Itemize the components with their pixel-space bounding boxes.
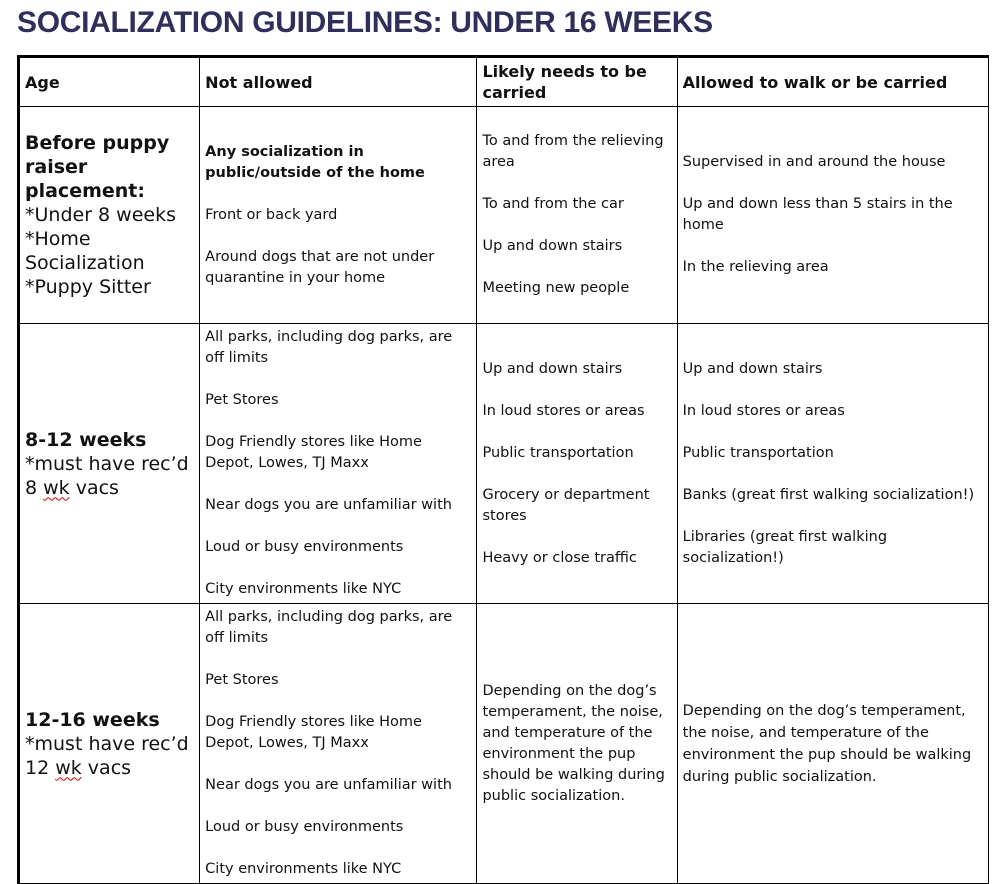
age-note	[25, 452, 194, 500]
page-title: SOCIALIZATION GUIDELINES: UNDER 16 WEEKS	[17, 6, 713, 39]
list-item: In the relieving area	[682, 259, 829, 275]
age-note-abbrev: wk	[43, 476, 70, 499]
list-item: To and from the car	[482, 196, 624, 212]
list-item: Pet Stores	[205, 392, 279, 408]
table-row	[19, 604, 989, 884]
list-item: Near dogs you are unfamiliar with	[205, 497, 452, 513]
age-note	[25, 732, 194, 780]
age-note: *Under 8 weeks	[25, 204, 176, 226]
age-note-text: *must have rec’d 8	[25, 452, 189, 499]
header-carried: Likely needs to be carried	[477, 57, 677, 107]
list-item: Any socialization in public/outside of the home	[205, 143, 425, 181]
list-item: Heavy or close traffic	[482, 549, 637, 566]
carried-cell	[477, 324, 677, 604]
list-item: Loud or busy environments	[205, 819, 404, 835]
age-note-text: vacs	[81, 756, 132, 779]
age-cell	[19, 324, 200, 604]
list-item: Up and down less than 5 stairs in the home	[682, 196, 953, 233]
list-item: Up and down stairs	[482, 360, 623, 377]
list-item: City environments like NYC	[205, 581, 402, 597]
header-age: Age	[19, 57, 200, 107]
age-heading: Before puppy raiser placement:	[25, 132, 170, 202]
list-item: Dog Friendly stores like Home Depot, Lowes, TJ Maxx	[205, 434, 422, 471]
list-item: Libraries (great first walking socialization!)	[682, 528, 888, 566]
list-item: Loud or busy environments	[205, 539, 404, 555]
list-item: Pet Stores	[205, 672, 279, 688]
list-item: To and from the relieving area	[482, 133, 664, 170]
list-item: Near dogs you are unfamiliar with	[205, 777, 452, 793]
table-row	[19, 324, 989, 604]
list-item: Front or back yard	[205, 206, 338, 223]
carried-cell	[477, 107, 677, 324]
list-item: Grocery or department stores	[482, 486, 650, 524]
list-item: All parks, including dog parks, are off limits	[205, 609, 453, 646]
header-walk: Allowed to walk or be carried	[677, 57, 988, 107]
walk-paragraph: Depending on the dog’s temperament, the noise, and temperature of the environment the pup should be walking during public socialization.	[682, 702, 972, 785]
age-note: *Puppy Sitter	[25, 276, 151, 298]
walk-cell	[677, 107, 988, 324]
age-note-abbrev: wk	[55, 756, 82, 779]
list-item: Around dogs that are not under quarantine in your home	[205, 248, 435, 286]
age-note-text: *must have rec’d 12	[25, 732, 189, 779]
list-item: Meeting new people	[482, 280, 630, 296]
age-note-text: vacs	[69, 476, 119, 499]
list-item: Up and down stairs	[482, 238, 623, 254]
age-cell	[19, 604, 200, 884]
list-item: Up and down stairs	[682, 360, 823, 377]
table-row	[19, 107, 989, 324]
list-item: Public transportation	[682, 444, 834, 461]
guidelines-table	[17, 55, 989, 884]
not-allowed-cell	[200, 107, 477, 324]
list-item: All parks, including dog parks, are off limits	[205, 329, 453, 366]
list-item: Banks (great first walking socialization!)	[682, 486, 975, 503]
list-item: In loud stores or areas	[482, 402, 645, 419]
not-allowed-cell	[200, 324, 477, 604]
list-item: Supervised in and around the house	[682, 154, 946, 170]
walk-cell	[677, 604, 988, 884]
carried-paragraph: Depending on the dog’s temperament, the noise, and temperature of the environment the pup should be walking during public socialization.	[482, 682, 665, 804]
list-item: Dog Friendly stores like Home Depot, Lowes, TJ Maxx	[205, 714, 422, 751]
age-heading: 8-12 weeks	[25, 428, 147, 451]
age-cell	[19, 107, 200, 324]
list-item: In loud stores or areas	[682, 402, 845, 419]
list-item: Public transportation	[482, 444, 634, 461]
walk-cell	[677, 324, 988, 604]
header-row	[19, 57, 989, 107]
list-item: City environments like NYC	[205, 861, 402, 877]
header-not-allowed: Not allowed	[200, 57, 477, 107]
carried-cell	[477, 604, 677, 884]
not-allowed-cell	[200, 604, 477, 884]
age-heading: 12-16 weeks	[25, 708, 160, 731]
age-note: *Home Socialization	[25, 228, 145, 274]
